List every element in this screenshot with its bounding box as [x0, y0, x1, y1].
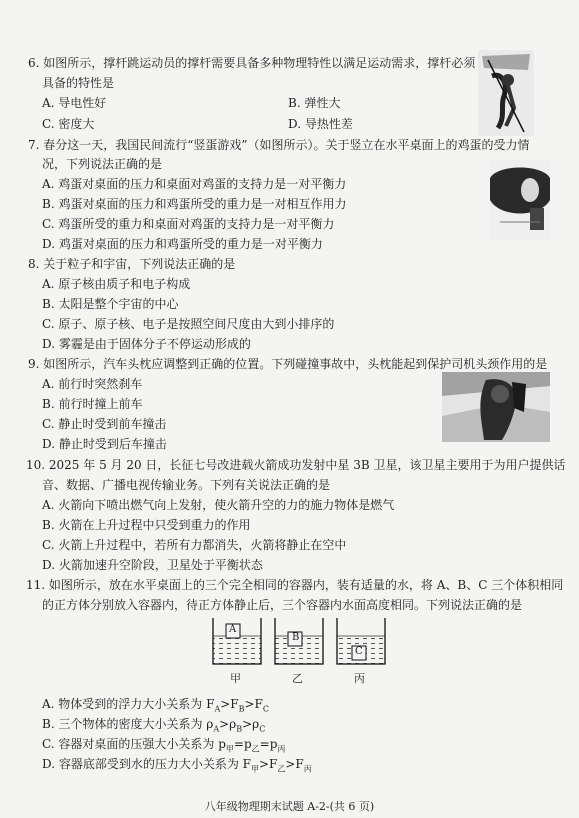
q11-option-c: C. 容器对桌面的压强大小关系为 $p_甲=p_乙=p_丙$	[42, 737, 286, 754]
q7-stem-line-1: 7. 春分这一天，我国民间流行“竖蛋游戏”（如图所示）。关于竖立在水平桌面上的鸡蛋的受力情	[28, 138, 530, 152]
q8-stem: 8. 关于粒子和宇宙，下列说法正确的是	[28, 257, 236, 271]
page-footer: 八年级物理期末试题 A-2-(共 6 页)	[204, 800, 375, 813]
container-jia	[213, 618, 261, 664]
q6-stem-line-1: 6. 如图所示，撑杆跳运动员的撑杆需要具备多种物理特性以满足运动需求，撑杆必须	[28, 56, 476, 70]
q11-option-d: D. 容器底部受到水的压力大小关系为 $F_甲>F_乙>F_丙$	[42, 757, 312, 774]
q11-stem-line-1: 11. 如图所示，放在水平桌面上的三个完全相同的容器内，装有适量的水，将 A、B、C 三个体积相同	[26, 578, 564, 592]
q10-option-d: D. 火箭加速升空阶段，卫星处于平衡状态	[42, 558, 263, 572]
container-jia-label: 甲	[230, 672, 241, 685]
block-a-label: A	[229, 624, 237, 635]
container-bing-label: 丙	[354, 672, 365, 685]
q8-option-b: B. 太阳是整个宇宙的中心	[42, 297, 179, 311]
egg-standing-photo	[490, 160, 550, 240]
q7-option-d: D. 鸡蛋对桌面的压力和鸡蛋所受的重力是一对平衡力	[42, 237, 323, 251]
container-bing	[337, 618, 385, 664]
q6-stem-line-2: 具备的特性是	[42, 76, 115, 90]
q6-option-d: D. 导热性差	[288, 117, 353, 131]
q7-option-b: B. 鸡蛋对桌面的压力和鸡蛋所受的重力是一对相互作用力	[42, 197, 347, 211]
q8-option-d: D. 雾霾是由于固体分子不停运动形成的	[42, 337, 251, 351]
q7-option-a: A. 鸡蛋对桌面的压力和桌面对鸡蛋的支持力是一对平衡力	[42, 177, 347, 191]
block-c-label: C	[355, 646, 363, 657]
pole-vault-photo	[478, 50, 534, 136]
q6-option-c: C. 密度大	[42, 117, 95, 131]
q9-option-a: A. 前行时突然刹车	[42, 377, 143, 391]
q10-stem-line-1: 10. 2025 年 5 月 20 日，长征七号改进载火箭成功发射中星 3B 卫星，该卫星主要用于为用户提供话	[26, 458, 566, 472]
q10-option-b: B. 火箭在上升过程中只受到重力的作用	[42, 518, 251, 532]
q6-option-a: A. 导电性好	[42, 96, 107, 110]
container-yi-label: 乙	[292, 672, 303, 685]
q10-stem-line-2: 音、数据、广播电视传输业务。下列有关说法正确的是	[42, 478, 331, 492]
q9-option-d: D. 静止时受到后车撞击	[42, 437, 167, 451]
q9-option-c: C. 静止时受到前车撞击	[42, 417, 167, 431]
block-b-label: B	[292, 632, 300, 643]
q11-stem-line-2: 的正方体分别放入容器内，待正方体静止后，三个容器内水面高度相同。下列说法正确的是	[42, 598, 523, 612]
q11-figure	[210, 616, 390, 684]
q11-option-a: A. 物体受到的浮力大小关系为 $F_A>F_B>F_C$	[42, 697, 270, 714]
q10-option-c: C. 火箭上升过程中，若所有力都消失，火箭将静止在空中	[42, 538, 347, 552]
q8-option-c: C. 原子、原子核、电子是按照空间尺度由大到小排序的	[42, 317, 335, 331]
q9-option-b: B. 前行时撞上前车	[42, 397, 143, 411]
q7-stem-line-2: 况，下列说法正确的是	[42, 157, 163, 171]
q9-stem: 9. 如图所示，汽车头枕应调整到正确的位置。下列碰撞事故中，头枕能起到保护司机头颈作用的是	[28, 357, 548, 371]
q6-option-b: B. 弹性大	[288, 96, 341, 110]
q11-option-b: B. 三个物体的密度大小关系为 $\rho_A>\rho_B>\rho_C$	[42, 717, 266, 734]
q8-option-a: A. 原子核由质子和电子构成	[42, 277, 191, 291]
containers-diagram	[210, 616, 390, 668]
q7-option-c: C. 鸡蛋所受的重力和桌面对鸡蛋的支持力是一对平衡力	[42, 217, 335, 231]
car-headrest-photo	[442, 372, 550, 442]
q10-option-a: A. 火箭向下喷出燃气向上发射，使火箭升空的力的施力物体是燃气	[42, 498, 395, 512]
